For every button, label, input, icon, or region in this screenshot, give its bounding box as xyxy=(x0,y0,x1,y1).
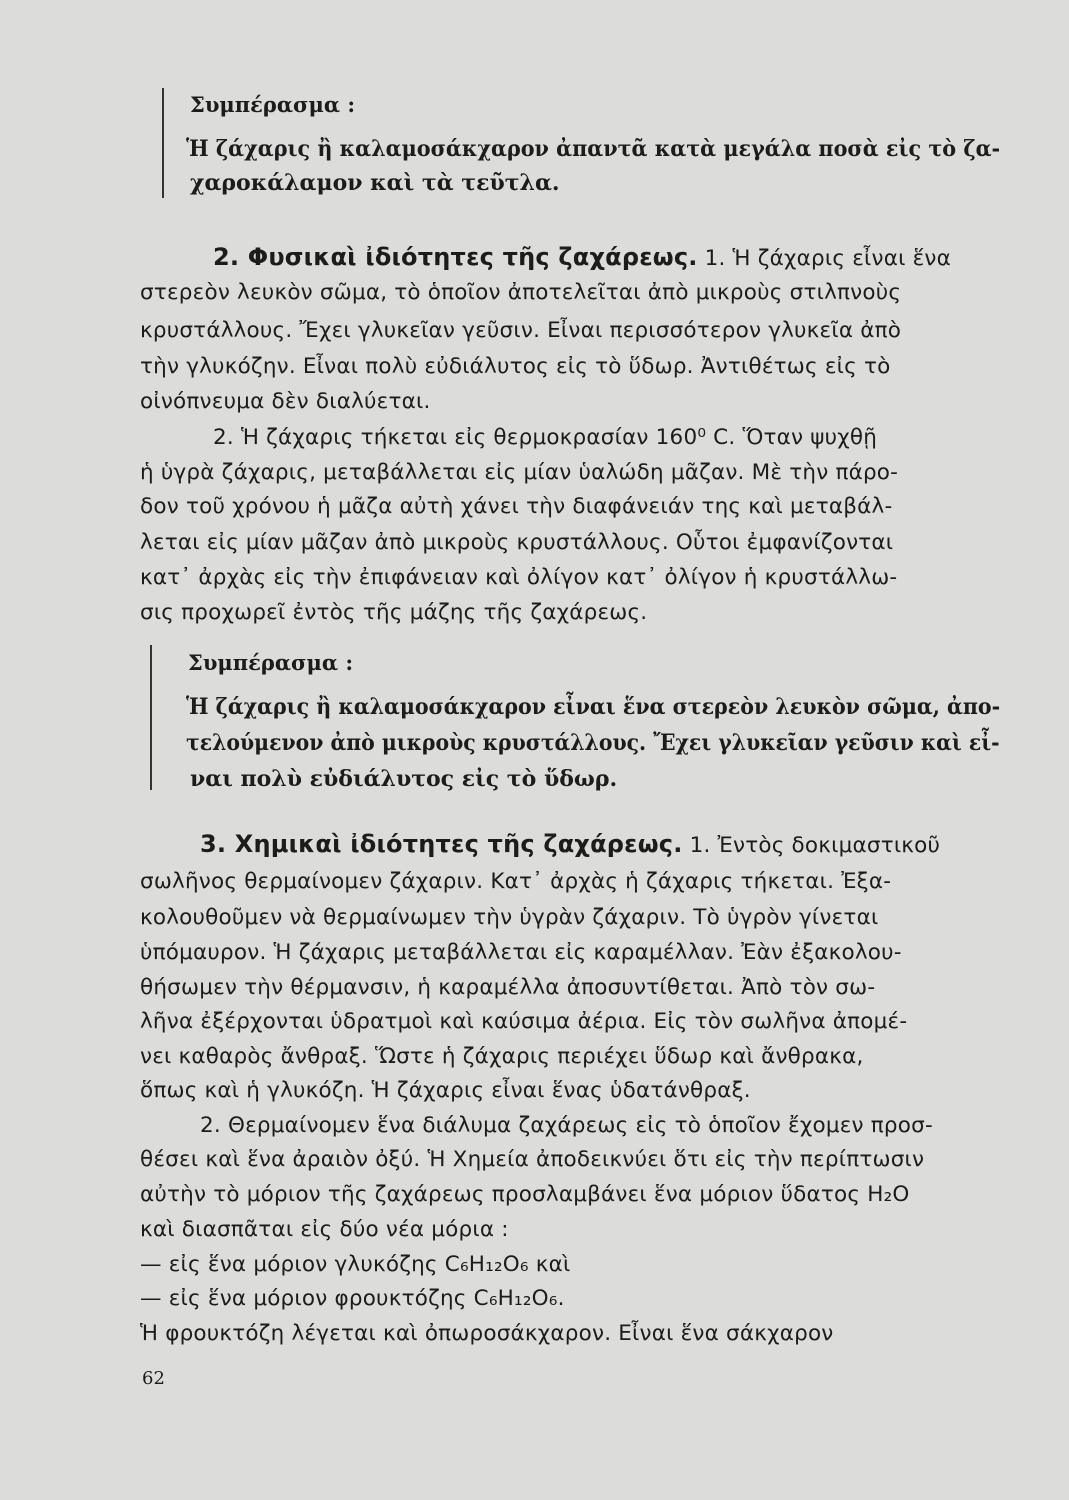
paragraph-line: Ἡ φρουκτόζη λέγεται καὶ ὀπωροσάκχαρον. Εἶναι ἕνα σάκχαρον xyxy=(140,1321,834,1346)
section-3-first-text: 1. Ἐντὸς δοκιμαστικοῦ xyxy=(682,833,941,858)
paragraph-line: κολουθοῦμεν νὰ θερμαίνωμεν τὴν ὑγρὰν ζάχαριν. Τὸ ὑγρὸν γίνεται xyxy=(140,905,879,930)
paragraph-line: στερεὸν λευκὸν σῶμα, τὸ ὁποῖον ἀποτελεῖται ἀπὸ μικροὺς στιλπνοὺς xyxy=(140,280,902,305)
paragraph-line: δον τοῦ χρόνου ἡ μᾶζα αὐτὴ χάνει τὴν διαφάνειάν της καὶ μεταβάλ- xyxy=(140,494,893,519)
paragraph-line: θέσει καὶ ἕνα ἀραιὸν ὀξύ. Ἡ Χημεία ἀποδεικνύει ὅτι εἰς τὴν περίπτωσιν xyxy=(140,1147,925,1172)
conclusion-2-line: ναι πολὺ εὐδιάλυτος εἰς τὸ ὕδωρ. xyxy=(190,766,618,792)
section-2-heading: 2. Φυσικαὶ ἰδιότητες τῆς ζαχάρεως. xyxy=(213,243,698,271)
conclusion-label-1: Συμπέρασμα : xyxy=(190,92,356,117)
section-2-first-text: 1. Ἡ ζάχαρις εἶναι ἕνα xyxy=(697,246,951,271)
paragraph-line: ὑπόμαυρον. Ἡ ζάχαρις μεταβάλλεται εἰς καραμέλλαν. Ἐὰν ἐξακολου- xyxy=(140,940,902,965)
paragraph-line: — εἰς ἕνα μόριον γλυκόζης C₆H₁₂O₆ καὶ xyxy=(140,1252,571,1277)
conclusion-label-2: Συμπέρασμα : xyxy=(188,650,354,675)
paragraph-line: — εἰς ἕνα μόριον φρουκτόζης C₆H₁₂O₆. xyxy=(140,1286,565,1311)
section-3-first-line xyxy=(200,830,940,858)
section-2-first-line xyxy=(213,243,951,271)
paragraph-line: λῆνα ἐξέρχονται ὑδρατμοὶ καὶ καύσιμα ἀέρια. Εἰς τὸν σωλῆνα ἀπομέ- xyxy=(140,1009,908,1034)
paragraph-line: σις προχωρεῖ ἐντὸς τῆς μάζης τῆς ζαχάρεως. xyxy=(140,600,648,625)
paragraph-line: θήσωμεν τὴν θέρμανσιν, ἡ καραμέλλα ἀποσυντίθεται. Ἀπὸ τὸν σω- xyxy=(140,975,876,1000)
paragraph-line: ἡ ὑγρὰ ζάχαρις, μεταβάλλεται εἰς μίαν ὑαλώδη μᾶζαν. Μὲ τὴν πάρο- xyxy=(140,460,899,485)
conclusion-1-line: Ἡ ζάχαρις ἢ καλαμοσάκχαρον ἀπαντᾶ κατὰ μεγάλα ποσὰ εἰς τὸ ζα- xyxy=(186,136,1001,162)
paragraph-line: καὶ διασπᾶται εἰς δύο νέα μόρια : xyxy=(140,1217,509,1242)
conclusion-2-line: Ἡ ζάχαρις ἢ καλαμοσάκχαρον εἶναι ἕνα στερεὸν λευκὸν σῶμα, ἀπο- xyxy=(186,694,1001,720)
paragraph-line: οἰνόπνευμα δὲν διαλύεται. xyxy=(140,389,431,414)
section-3-heading: 3. Χημικαὶ ἰδιότητες τῆς ζαχάρεως. xyxy=(200,830,683,858)
paragraph-line: ὅπως καὶ ἡ γλυκόζη. Ἡ ζάχαρις εἶναι ἕνας ὑδατάνθραξ. xyxy=(140,1078,751,1103)
paragraph-line: σωλῆνος θερμαίνομεν ζάχαριν. Κατ᾽ ἀρχὰς ἡ ζάχαρις τήκεται. Ἐξα- xyxy=(140,869,892,894)
conclusion-1-line: χαροκάλαμον καὶ τὰ τεῦτλα. xyxy=(190,170,560,196)
paragraph-line: 2. Θερμαίνομεν ἕνα διάλυμα ζαχάρεως εἰς τὸ ὁποῖον ἔχομεν προσ- xyxy=(200,1113,933,1138)
paragraph-line: κατ᾽ ἀρχὰς εἰς τὴν ἐπιφάνειαν καὶ ὀλίγον κατ᾽ ὀλίγον ἡ κρυστάλλω- xyxy=(140,565,898,590)
paragraph-line: λεται εἰς μίαν μᾶζαν ἀπὸ μικροὺς κρυστάλλους. Οὗτοι ἐμφανίζονται xyxy=(140,530,894,555)
conclusion-2-line: τελούμενον ἀπὸ μικροὺς κρυστάλλους. Ἔχει γλυκεῖαν γεῦσιν καὶ εἶ- xyxy=(186,730,1000,756)
paragraph-line: αὐτὴν τὸ μόριον τῆς ζαχάρεως προσλαμβάνει ἕνα μόριον ὕδατος H₂O xyxy=(140,1182,910,1207)
page-number: 62 xyxy=(142,1368,165,1389)
paragraph-line: κρυστάλλους. Ἔχει γλυκεῖαν γεῦσιν. Εἶναι περισσότερον γλυκεῖα ἀπὸ xyxy=(140,318,902,343)
paragraph-line: νει καθαρὸς ἄνθραξ. Ὥστε ἡ ζάχαρις περιέχει ὕδωρ καὶ ἄνθρακα, xyxy=(140,1044,864,1069)
paragraph-line: 2. Ἡ ζάχαρις τήκεται εἰς θερμοκρασίαν 160⁰ C. Ὅταν ψυχθῇ xyxy=(213,425,878,450)
paragraph-line: τὴν γλυκόζην. Εἶναι πολὺ εὐδιάλυτος εἰς τὸ ὕδωρ. Ἀντιθέτως εἰς τὸ xyxy=(140,354,891,379)
